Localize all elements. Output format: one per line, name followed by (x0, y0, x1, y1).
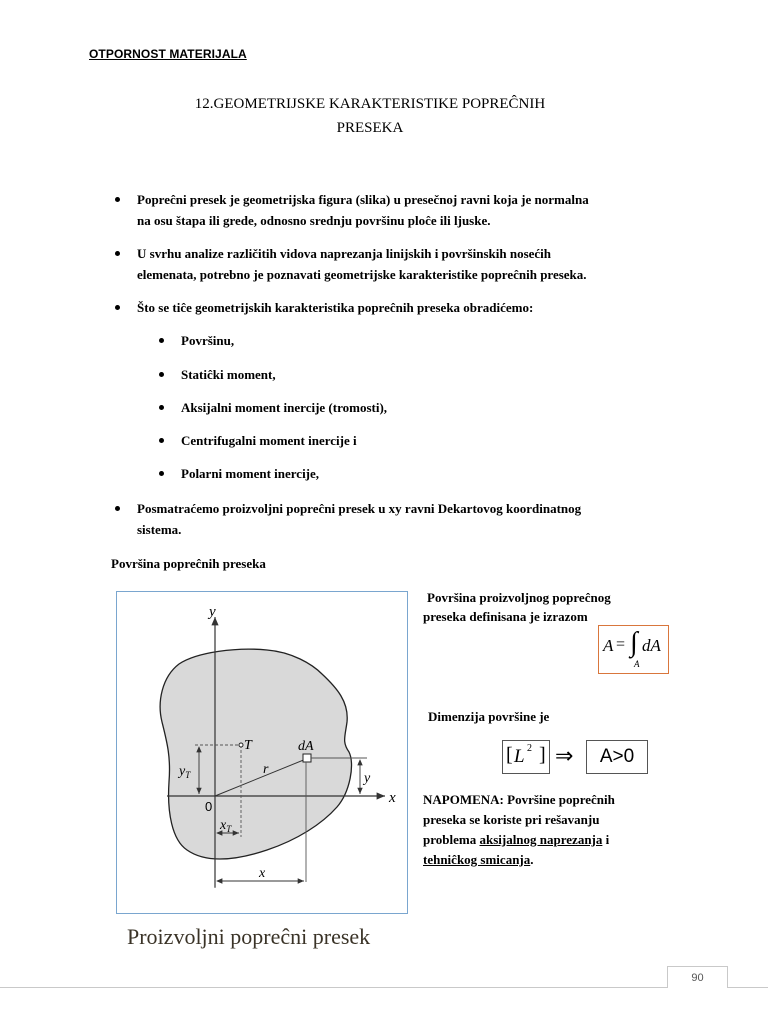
sub-bullet-icon (159, 372, 164, 377)
centroid-label: T (244, 738, 252, 753)
dimension-text: Dimenzija površine je (428, 709, 550, 724)
unit-L: L (514, 746, 525, 767)
sub-bullet-2: Statiĉki moment, (181, 367, 276, 382)
page-number: 90 (667, 966, 728, 988)
sub-bullet-3: Aksijalni moment inercije (tromosti), (181, 400, 388, 415)
chapter-title-line2: PRESEKA (336, 120, 404, 136)
bullet-icon (115, 506, 120, 511)
sub-bullet-5: Polarni moment inercije, (181, 466, 320, 481)
figure-caption: Proizvoljni popreĉni presek (127, 924, 371, 949)
origin-label: 0 (205, 799, 213, 814)
sub-bullet-icon (159, 405, 164, 410)
integral-icon: ∫ (630, 627, 638, 658)
yT-label: $y_T$ (179, 764, 191, 780)
area-positive-condition: A>0 (586, 740, 648, 774)
bullet-3: Što se tiĉe geometrijskih karakteristika popreĉnih preseka obradićemo: (137, 300, 534, 315)
unit-exponent: 2 (527, 743, 532, 754)
bullet-1: Popreĉni presek je geometrijska figura (slika) u presečnoj ravni koja je normalna na osu štapa ili grede, odnosno srednju površinu ploĉe ili ljuske. (137, 192, 589, 228)
note-line2: preseka se koriste pri rešavanju (423, 812, 600, 827)
area-definition-line2: preseka definisana je izrazom (423, 609, 588, 624)
formula-lhs: A (603, 636, 614, 655)
section-heading: Površina popreĉnih preseka (111, 556, 266, 571)
dA-label: dA (298, 739, 314, 754)
y-axis-label: y (209, 604, 216, 620)
link-technical-shear[interactable]: tehniĉkog smicanja (423, 852, 531, 867)
bullet-2: U svrhu analize različitih vidova naprezanja linijskih i površinskih nosećih elemenata, potrebno je poznavati geometrijske karakteristike popreĉnih preseka. (137, 246, 587, 282)
bullet-4: Posmatraćemo proizvoljni popreĉni presek u xy ravni Dekartovog koordinatnog sistema. (137, 501, 582, 537)
sub-bullet-icon (159, 471, 164, 476)
cross-section-figure (116, 591, 408, 914)
note-line4: tehniĉkog smicanja. (423, 852, 534, 867)
x-dimension-label: x (259, 866, 266, 881)
sub-bullet-1: Površinu, (181, 333, 235, 348)
radius-label: r (263, 762, 269, 777)
chapter-title-line1: 12.GEOMETRIJSKE KARAKTERISTIKE POPREĈNIH (194, 96, 546, 112)
sub-bullet-icon (159, 438, 164, 443)
area-element (303, 754, 311, 762)
figure-drawing (117, 592, 406, 912)
link-axial-stress[interactable]: aksijalnog naprezanja (479, 832, 603, 847)
formula-equals: = (616, 636, 626, 653)
running-header: OTPORNOST MATERIJALA (89, 47, 247, 61)
sub-bullet-4: Centrifugalni moment inercije i (181, 433, 357, 448)
note-line3: problema aksijalnog naprezanja i (423, 832, 610, 847)
area-formula (598, 625, 669, 674)
footer-divider (0, 987, 768, 988)
area-definition-line1: Površina proizvoljnog popreĉnog (427, 590, 611, 605)
sub-bullet-icon (159, 338, 164, 343)
cross-section-shape (160, 649, 351, 859)
x-axis-label: x (389, 790, 396, 806)
formula-subscript: A (634, 659, 640, 669)
xT-label: $x_T$ (220, 818, 232, 834)
unit-bracket-close: ] (539, 744, 546, 766)
implies-arrow-icon: ⇒ (555, 743, 574, 768)
centroid-point (239, 743, 243, 747)
bullet-icon (115, 305, 120, 310)
unit-box (502, 740, 550, 774)
bullet-icon (115, 251, 120, 256)
unit-bracket-open: [ (506, 744, 513, 766)
y-dimension-label: y (364, 771, 371, 786)
bullet-icon (115, 197, 120, 202)
formula-integrand: dA (642, 636, 661, 655)
note-line1: NAPOMENA: Površine popreĉnih (423, 792, 615, 807)
